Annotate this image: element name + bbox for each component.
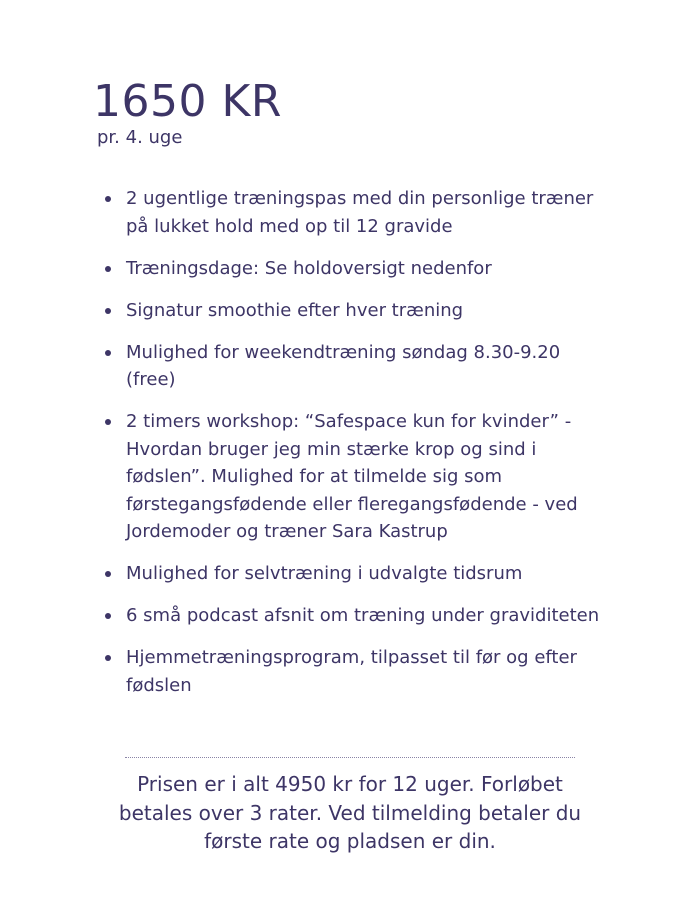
bullet-icon bbox=[105, 266, 111, 272]
price-footnote: Prisen er i alt 4950 kr for 12 uger. Forløbet betales over 3 rater. Ved tilmelding betaler du første rate og pladsen er din. bbox=[118, 772, 582, 853]
feature-item bbox=[104, 185, 614, 240]
feature-list bbox=[104, 185, 614, 714]
feature-item bbox=[104, 255, 614, 283]
feature-text: Hjemmetræningsprogram, tilpasset til før og efter fødslen bbox=[126, 647, 577, 696]
feature-text: Træningsdage: Se holdoversigt nedenfor bbox=[126, 257, 492, 279]
bullet-icon bbox=[105, 571, 111, 577]
feature-text: Mulighed for weekendtræning søndag 8.30-9.20 (free) bbox=[126, 341, 561, 390]
bullet-icon bbox=[105, 196, 111, 202]
feature-item bbox=[104, 297, 614, 325]
feature-text: 2 timers workshop: “Safespace kun for kvinder” - Hvordan bruger jeg min stærke krop og sind i fødslen”. Mulighed for at tilmelde sig som førstegangsfødende eller fleregangsfødende - ved Jordemoder og træner Sara Kastrup bbox=[126, 411, 578, 542]
bullet-icon bbox=[105, 350, 111, 356]
feature-text: 6 små podcast afsnit om træning under graviditeten bbox=[126, 605, 600, 626]
dotted-divider bbox=[125, 757, 575, 758]
feature-item bbox=[104, 644, 614, 699]
feature-item bbox=[104, 560, 614, 588]
bullet-icon bbox=[105, 655, 111, 661]
price-period: pr. 4. uge bbox=[97, 127, 183, 148]
feature-text: Signatur smoothie efter hver træning bbox=[126, 299, 464, 321]
feature-item bbox=[104, 602, 614, 630]
feature-item bbox=[104, 408, 614, 546]
bullet-icon bbox=[105, 308, 111, 314]
feature-text: 2 ugentlige træningspas med din personlige træner på lukket hold med op til 12 gravide bbox=[126, 188, 594, 237]
price-amount: 1650 KR bbox=[93, 76, 282, 127]
feature-item bbox=[104, 339, 614, 394]
bullet-icon bbox=[105, 419, 111, 425]
feature-text: Mulighed for selvtræning i udvalgte tidsrum bbox=[126, 563, 523, 584]
bullet-icon bbox=[105, 613, 111, 619]
